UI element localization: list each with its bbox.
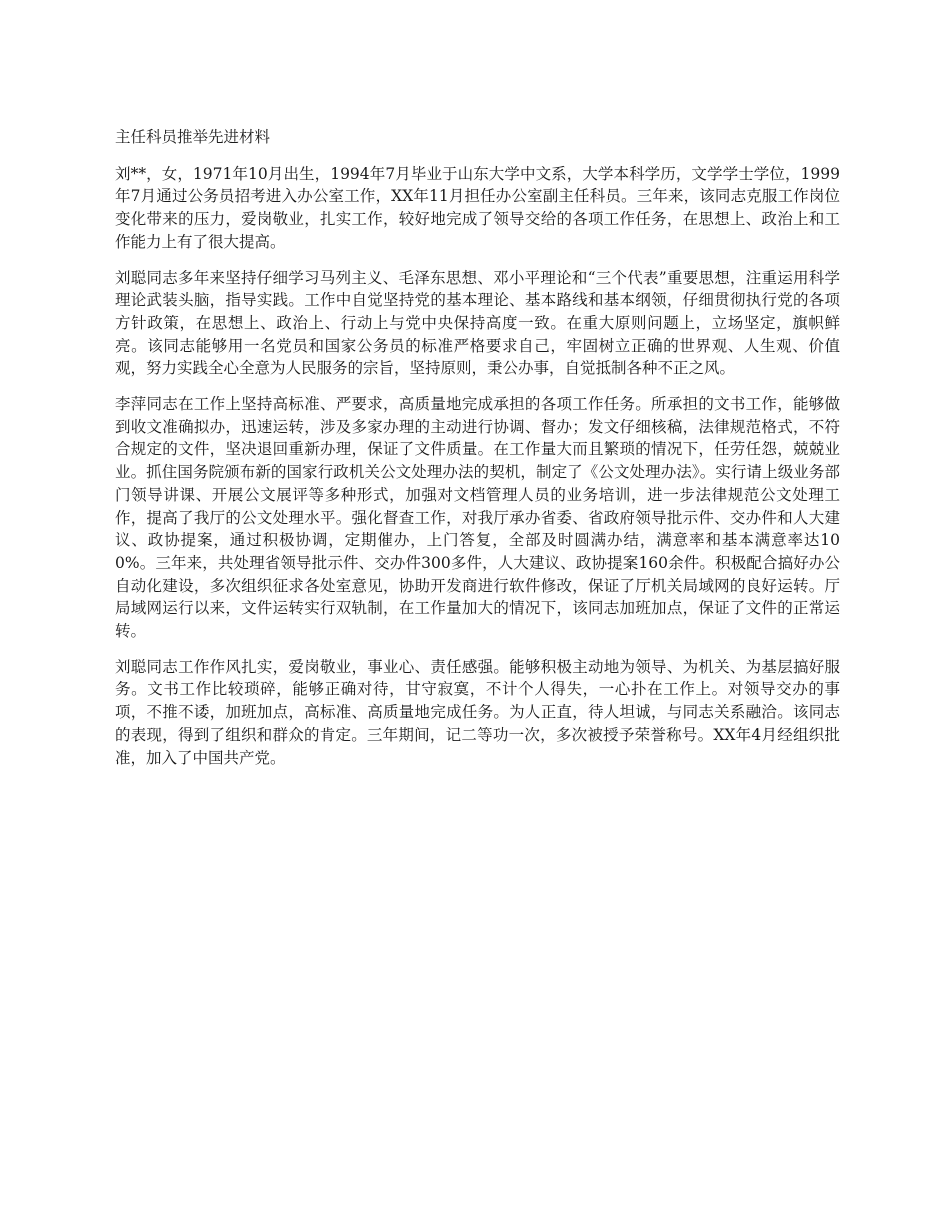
document-page	[115, 126, 840, 782]
paragraph-2: 刘聪同志多年来坚持仔细学习马列主义、毛泽东思想、邓小平理论和“三个代表”重要思想，注重运用科学理论武装头脑，指导实践。工作中自觉坚持党的基本理论、基本路线和基本纲领，仔细贯彻执行党的各项方针政策，在思想上、政治上、行动上与党中央保持高度一致。在重大原则问题上，立场坚定，旗帜鲜亮。该同志能够用一名党员和国家公务员的标准严格要求自己，牢固树立正确的世界观、人生观、价值观，努力实践全心全意为人民服务的宗旨，坚持原则，秉公办事，自觉抵制各种不正之风。	[115, 268, 840, 378]
document-title: 主任科员推举先进材料	[115, 128, 271, 146]
paragraph-4: 刘聪同志工作作风扎实，爱岗敬业，事业心、责任感强。能够积极主动地为领导、为机关、为基层搞好服务。文书工作比较琐碎，能够正确对待，甘守寂寞，不计个人得失，一心扑在工作上。对领导交办的事项，不推不诿，加班加点，高标准、高质量地完成任务。为人正直，待人坦诚，与同志关系融洽。该同志的表现，得到了组织和群众的肯定。三年期间，记二等功一次，多次被授予荣誉称号。XX年4月经组织批准，加入了中国共产党。	[115, 657, 840, 767]
paragraph-3: 李萍同志在工作上坚持高标准、严要求，高质量地完成承担的各项工作任务。所承担的文书工作，能够做到收文准确拟办，迅速运转，涉及多家办理的主动进行协调、督办；发文仔细核稿，法律规范格式，不符合规定的文件，坚决退回重新办理，保证了文件质量。在工作量大而且繁琐的情况下，任劳任怨，兢兢业业。抓住国务院颁布新的国家行政机关公文处理办法的契机，制定了《公文处理办法》。实行请上级业务部门领导讲课、开展公文展评等多种形式，加强对文档管理人员的业务培训，进一步法律规范公文处理工作，提高了我厅的公文处理水平。强化督查工作，对我厅承办省委、省政府领导批示件、交办件和人大建议、政协提案，通过积极协调，定期催办，上门答复，全部及时圆满办结，满意率和基本满意率达100%。三年来，共处理省领导批示件、交办件300多件，人大建议、政协提案160余件。积极配合搞好办公自动化建设，多次组织征求各处室意见，协助开发商进行软件修改，保证了厅机关局域网的良好运转。厅局域网运行以来，文件运转实行双轨制，在工作量加大的情况下，该同志加班加点，保证了文件的正常运转。	[115, 395, 840, 641]
paragraph-1: 刘**，女，1971年10月出生，1994年7月毕业于山东大学中文系，大学本科学历，文学学士学位，1999年7月通过公务员招考进入办公室工作，XX年11月担任办公室副主任科员。三年来，该同志克服工作岗位变化带来的压力，爱岗敬业，扎实工作，较好地完成了领导交给的各项工作任务，在思想上、政治上和工作能力上有了很大提高。	[115, 164, 840, 251]
